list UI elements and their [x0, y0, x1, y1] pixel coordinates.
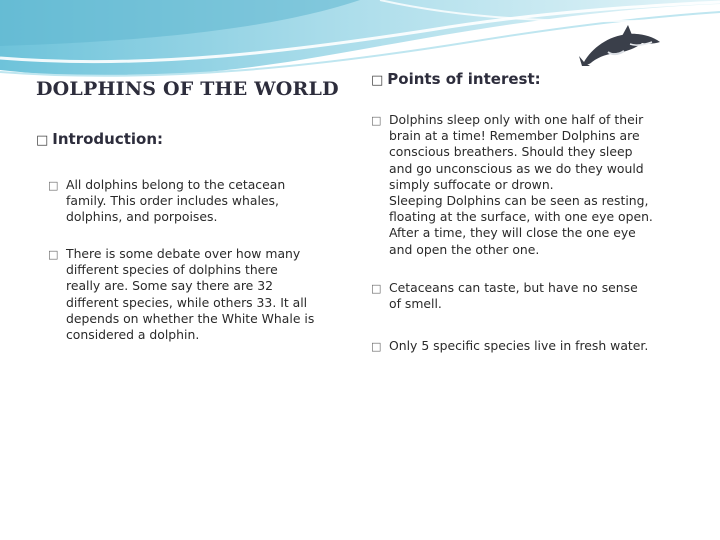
bullet-box-icon: □: [371, 114, 382, 127]
points-of-interest-heading: [371, 70, 541, 88]
list-item: [371, 280, 719, 312]
points-of-interest-heading-label: Points of interest:: [387, 70, 541, 88]
bullet-text: All dolphins belong to the cetacean family. This order includes whales, dolphins, and porpoises.: [66, 177, 286, 225]
list-item: [371, 338, 719, 354]
bullet-box-icon: □: [371, 282, 382, 295]
bullet-text: There is some debate over how many different species of dolphins there really are. Some say there are 32 different species, while others 33. It all depends on whether the White Whale is considered a dolphin.: [66, 246, 315, 343]
bullet-text: Cetaceans can taste, but have no sense of smell.: [389, 280, 638, 312]
list-item: [48, 246, 366, 343]
introduction-heading: [36, 130, 163, 148]
list-item: [48, 177, 366, 226]
introduction-heading-label: Introduction:: [52, 130, 164, 148]
bullet-box-icon: □: [48, 179, 59, 192]
bullet-box-icon: □: [48, 248, 59, 261]
bullet-text: Only 5 specific species live in fresh water.: [389, 338, 649, 353]
list-item: [371, 112, 719, 258]
bullet-box-icon: □: [371, 73, 384, 88]
bullet-box-icon: □: [371, 340, 382, 353]
bullet-text: Dolphins sleep only with one half of their brain at a time! Remember Dolphins are conscious breathers. Should they sleep and go unconscious as we do they would simply suffocate or drown. Sleeping Dolphins can be seen as resting, floating at the surface, with one eye open. After a time, they will close the one eye and open the other one.: [389, 112, 653, 257]
slide-title: DOLPHINS OF THE WORLD: [36, 78, 339, 100]
bullet-box-icon: □: [36, 133, 49, 148]
dolphin-image: [578, 22, 664, 68]
